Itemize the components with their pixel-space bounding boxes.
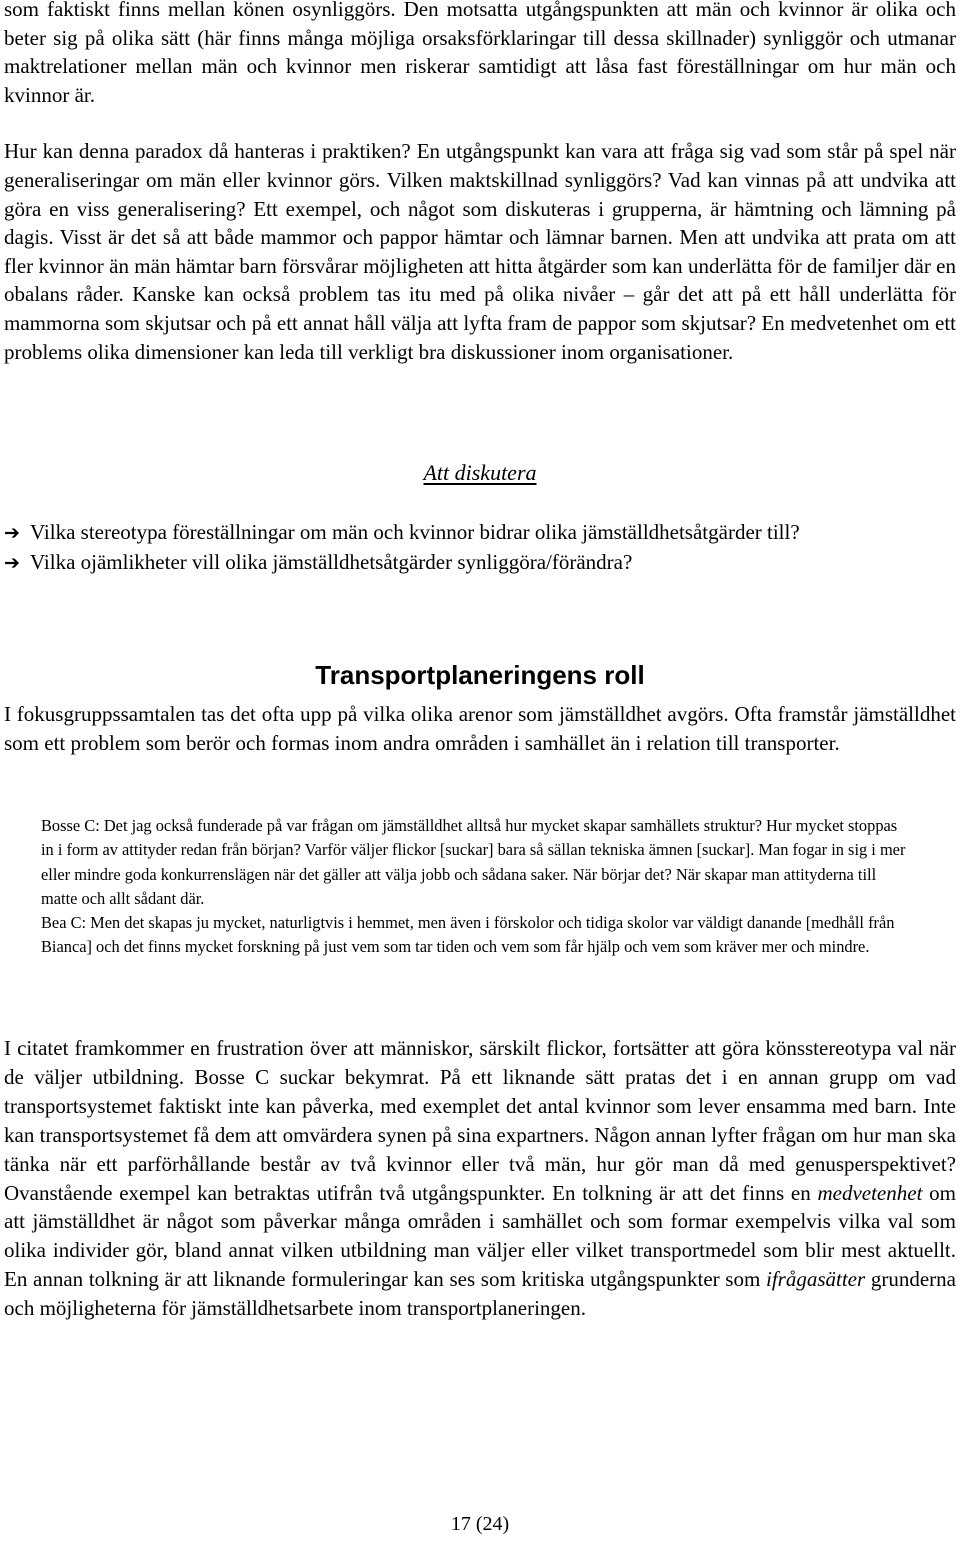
focus-group-quote: [41, 814, 911, 960]
body-text-bottom: [4, 1034, 956, 1323]
arrow-right-icon: ➔: [4, 522, 20, 544]
list-item-text: Vilka ojämlikheter vill olika jämställdhetsåtgärder synliggöra/förändra?: [30, 549, 633, 574]
list-item: [4, 548, 956, 578]
paragraph-section-intro: I fokusgruppssamtalen tas det ofta upp på vilka olika arenor som jämställdhet avgörs. Ofta framstår jämställdhet som ett problem som berör och formas inom andra områden i samhället än i relation till transporter.: [4, 702, 956, 755]
quote-bea: Bea C: Men det skapas ju mycket, naturligtvis i hemmet, men även i förskolor och tidiga skolor var väldigt danande [medhåll från Bianca] och det finns mycket forskning på just vem som tar tiden och vem som får hjälp och vem som kräver mer och mindre.: [41, 913, 895, 957]
text-segment: I citatet framkommer en frustration över att människor, särskilt flickor, fortsätter att göra könsstereotypa val när de väljer utbildning. Bosse C suckar bekymrat. På ett liknande sätt pratas det i en annan grupp om vad transportsystemet faktiskt inte kan påverka, med exemplet det antal kvinnor som lever ensamma med barn. Inte kan transportsystemet få dem att omvärdera synen på sina expartners. Någon annan lyfter frågan om hur man ska tänka när ett parförhållande består av två kvinnor eller två män, hur gör man då med genusperspektivet? Ovanstående exempel kan betraktas utifrån två utgångspunkter. En tolkning är att det finns en: [4, 1036, 956, 1205]
discussion-heading: Att diskutera: [423, 460, 537, 485]
paragraph-paradox-practice: Hur kan denna paradox då hanteras i praktiken? En utgångspunkt kan vara att fråga sig vad som står på spel när generaliseringar om män eller kvinnor görs. Vilken maktskillnad synliggörs? Vad kan vinnas på att undvika att göra en viss generalisering? Ett exempel, och något som diskuteras i grupperna, är hämtning och lämning på dagis. Visst är det så att både mammor och pappor hämtar och lämnar barnen. Men att undvika att prata om att fler kvinnor än män hämtar barn försvårar möjligheten att hitta åtgärder som kan underlätta för de familjer där en obalans råder. Kanske kan också problem tas itu med på olika nivåer – går det att på ett håll underlätta för mammorna som skjutsar och på ett annat håll välja att lyfta fram de pappor som skjutsar? En medvetenhet om ett problems olika dimensioner kan leda till verkligt bra diskussioner inom organisationer.: [4, 139, 956, 364]
emphasis-ifragasatter: ifrågasätter: [766, 1267, 866, 1292]
discussion-list: [4, 518, 956, 577]
emphasis-medvetenhet: medvetenhet: [817, 1180, 923, 1205]
body-text-top: [4, 0, 956, 366]
paragraph-interpretation: [4, 1034, 956, 1323]
text-segment: om att jämställdhet är något som påverkar många områden i samhället och som formar exempelvis vilka val som olika individer gör, bland annat vilken utbildning man väljer eller vilket transportmedel som blir mest aktuellt. En annan tolkning är att liknande formuleringar kan ses som kritiska utgångspunkter som: [4, 1180, 957, 1292]
list-item-text: Vilka stereotypa föreställningar om män och kvinnor bidrar olika jämställdhetsåtgärder till?: [30, 520, 800, 544]
arrow-right-icon: ➔: [4, 551, 20, 574]
page-number: 17 (24): [450, 1513, 510, 1535]
section-intro: [4, 700, 956, 757]
quote-bosse: Bosse C: Det jag också funderade på var frågan om jämställdhet alltså hur mycket skapar samhällets struktur? Hur mycket stoppas in i form av attityder redan från början? Varför väljer flickor [suckar] bara så sällan tekniska ämnen [suckar]. Man fogar in sig i mer eller mindre goda konkurrenslägen när det gäller att välja jobb och sådana saker. När börjar det? När skapar man attityderna till matte och allt sådant där.: [41, 816, 906, 908]
section-heading: Transportplaneringens roll: [315, 660, 645, 690]
paragraph-paradox-intro: som faktiskt finns mellan könen osynliggörs. Den motsatta utgångspunkten att män och kvinnor är olika och beter sig på olika sätt (här finns många möjliga orsaksförklaringar till dessa skillnader) synliggör och utmanar maktrelationer mellan män och kvinnor men riskerar samtidigt att låsa fast föreställningar om hur män och kvinnor är.: [4, 0, 956, 107]
text-segment: grunderna och möjligheterna för jämställdhetsarbete inom transportplaneringen.: [4, 1267, 956, 1321]
list-item: [4, 518, 956, 548]
